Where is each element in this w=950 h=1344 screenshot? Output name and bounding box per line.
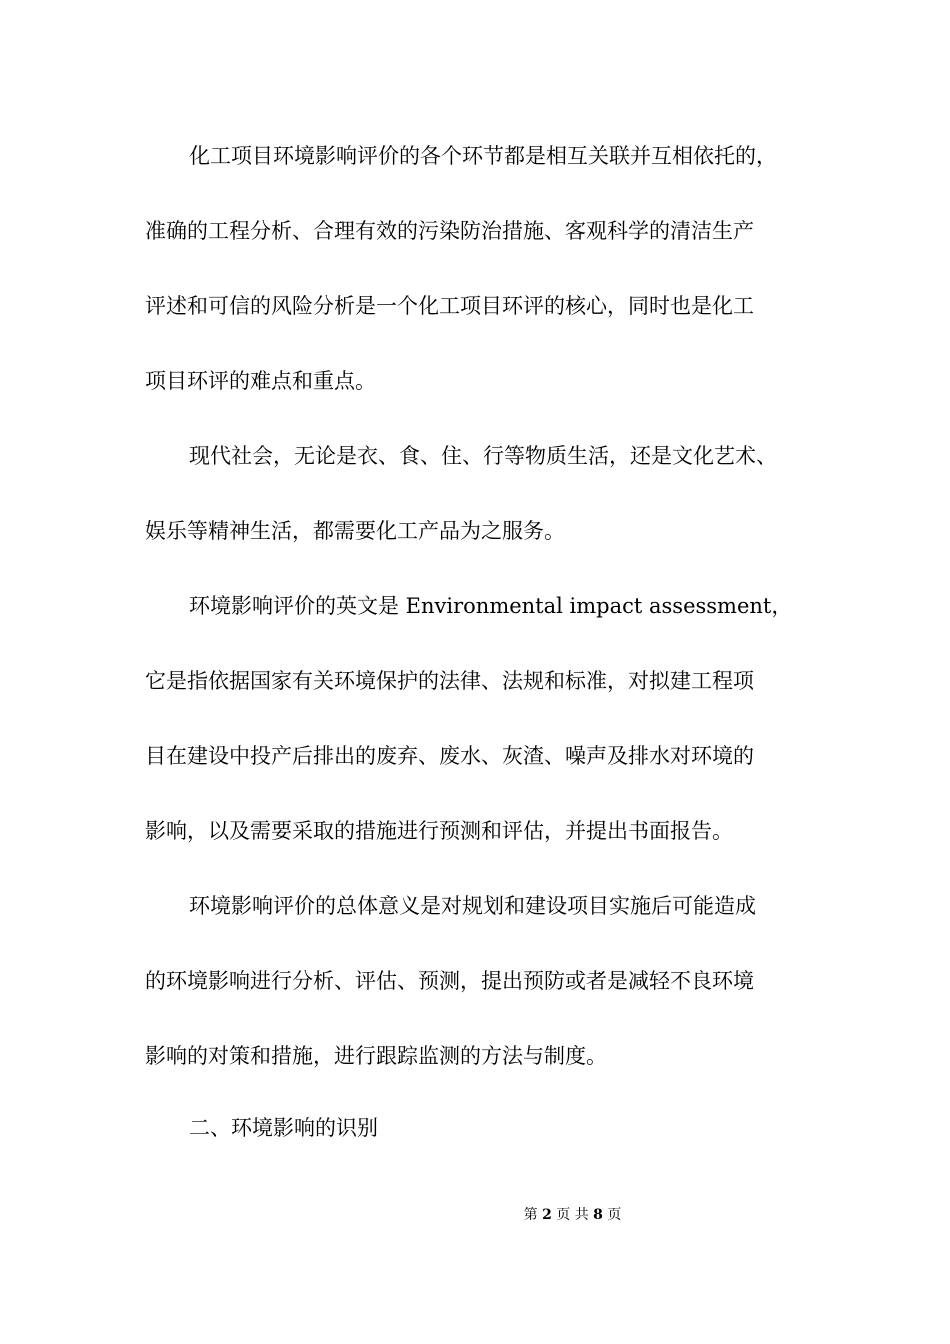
footer-prefix: 第 bbox=[523, 1207, 538, 1223]
paragraph-line: 准确的工程分析、合理有效的污染防治措施、客观科学的清洁生产 bbox=[145, 219, 754, 243]
paragraph-line: 目在建设中投产后排出的废弃、废水、灰渣、噪声及排水对环境的 bbox=[145, 744, 754, 768]
paragraph-line: 影响的对策和措施，进行跟踪监测的方法与制度。 bbox=[145, 1044, 607, 1068]
paragraph-line: 现代社会，无论是衣、食、住、行等物质生活，还是文化艺术、 bbox=[189, 444, 777, 468]
paragraph-2 bbox=[145, 419, 825, 569]
footer-middle: 页 共 bbox=[556, 1207, 589, 1223]
paragraph-line: 环境影响评价的英文是 Environmental impact assessment， bbox=[189, 594, 793, 618]
footer-page-number: 2 bbox=[542, 1207, 552, 1223]
footer-total-pages: 8 bbox=[593, 1207, 603, 1223]
paragraph-3 bbox=[145, 569, 825, 869]
paragraph-1 bbox=[145, 119, 825, 419]
paragraph-line: 娱乐等精神生活，都需要化工产品为之服务。 bbox=[145, 519, 565, 543]
paragraph-line: 项目环评的难点和重点。 bbox=[145, 369, 376, 393]
paragraph-line: 影响，以及需要采取的措施进行预测和评估，并提出书面报告。 bbox=[145, 819, 733, 843]
paragraph-line: 它是指依据国家有关环境保护的法律、法规和标准，对拟建工程项 bbox=[145, 669, 754, 693]
page-footer bbox=[0, 1205, 950, 1225]
paragraph-line: 化工项目环境影响评价的各个环节都是相互关联并互相依托的， bbox=[189, 144, 777, 168]
paragraph-line: 的环境影响进行分析、评估、预测，提出预防或者是减轻不良环境 bbox=[145, 969, 754, 993]
paragraph-line: 评述和可信的风险分析是一个化工项目环评的核心，同时也是化工 bbox=[145, 294, 754, 318]
paragraph-line: 环境影响评价的总体意义是对规划和建设项目实施后可能造成 bbox=[189, 894, 756, 918]
section-heading: 二、环境影响的识别 bbox=[189, 1116, 378, 1140]
paragraph-4 bbox=[145, 869, 825, 1094]
footer-suffix: 页 bbox=[607, 1207, 622, 1223]
